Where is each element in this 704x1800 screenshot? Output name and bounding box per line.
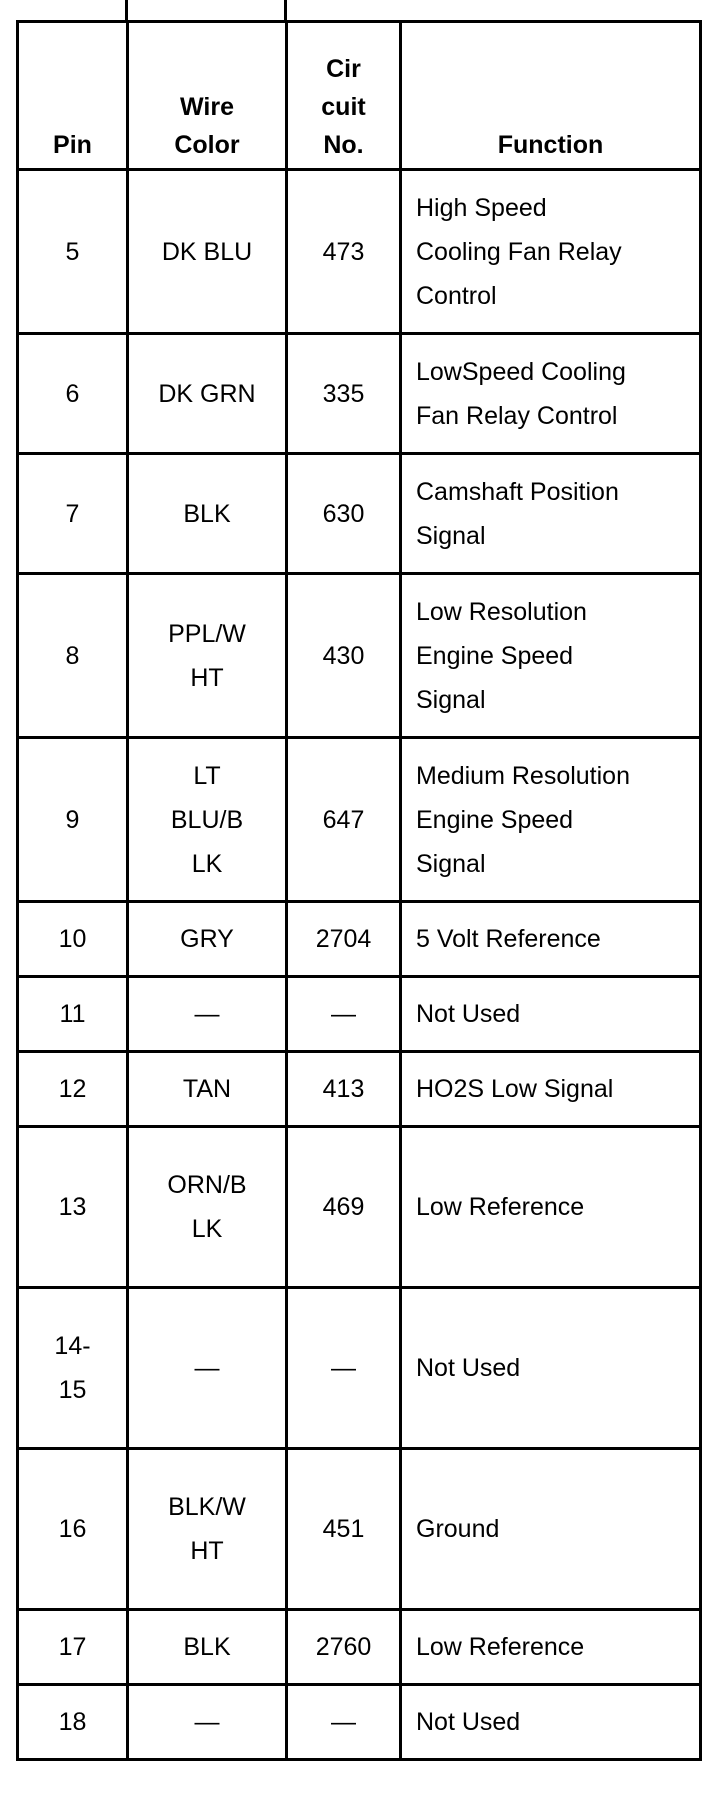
pin-cell: 9 [18, 738, 128, 902]
function-cell: Camshaft Position Signal [401, 454, 701, 574]
table-row [18, 1449, 701, 1610]
pin-cell: 14- 15 [18, 1288, 128, 1449]
function-cell: Low Resolution Engine Speed Signal [401, 574, 701, 738]
header-wire-color: Wire Color [128, 22, 287, 170]
function-cell: Ground [401, 1449, 701, 1610]
function-cell: HO2S Low Signal [401, 1052, 701, 1127]
table-header-row [18, 22, 701, 170]
header-function: Function [401, 22, 701, 170]
function-cell: Not Used [401, 1288, 701, 1449]
wire-color-cell: BLK [128, 454, 287, 574]
function-cell: Medium Resolution Engine Speed Signal [401, 738, 701, 902]
wire-color-cell: — [128, 1685, 287, 1760]
connector-pinout-table [16, 20, 702, 1761]
table-row [18, 1052, 701, 1127]
wire-color-cell: — [128, 1288, 287, 1449]
wire-color-cell: BLK [128, 1610, 287, 1685]
circuit-cell: 473 [287, 170, 401, 334]
header-pin: Pin [18, 22, 128, 170]
table-row [18, 574, 701, 738]
function-cell: High Speed Cooling Fan Relay Control [401, 170, 701, 334]
pin-cell: 16 [18, 1449, 128, 1610]
pin-cell: 7 [18, 454, 128, 574]
circuit-cell: 430 [287, 574, 401, 738]
circuit-cell: 469 [287, 1127, 401, 1288]
function-cell: LowSpeed Cooling Fan Relay Control [401, 334, 701, 454]
table-row [18, 738, 701, 902]
circuit-cell: 451 [287, 1449, 401, 1610]
table-row [18, 454, 701, 574]
wire-color-cell: LT BLU/B LK [128, 738, 287, 902]
table-row [18, 1127, 701, 1288]
function-cell: Not Used [401, 977, 701, 1052]
circuit-cell: — [287, 1685, 401, 1760]
column-divider-stub [284, 0, 287, 22]
wire-color-cell: DK BLU [128, 170, 287, 334]
table-row [18, 1685, 701, 1760]
table-row [18, 977, 701, 1052]
table-row [18, 170, 701, 334]
column-divider-stub [125, 0, 128, 22]
function-cell: Not Used [401, 1685, 701, 1760]
pin-cell: 11 [18, 977, 128, 1052]
circuit-cell: 413 [287, 1052, 401, 1127]
circuit-cell: — [287, 1288, 401, 1449]
table-row [18, 334, 701, 454]
wire-color-cell: BLK/W HT [128, 1449, 287, 1610]
circuit-cell: 2704 [287, 902, 401, 977]
pin-cell: 17 [18, 1610, 128, 1685]
circuit-cell: 630 [287, 454, 401, 574]
circuit-cell: — [287, 977, 401, 1052]
pin-cell: 5 [18, 170, 128, 334]
pin-cell: 13 [18, 1127, 128, 1288]
pin-cell: 12 [18, 1052, 128, 1127]
wire-color-cell: — [128, 977, 287, 1052]
pin-cell: 8 [18, 574, 128, 738]
function-cell: 5 Volt Reference [401, 902, 701, 977]
pin-cell: 10 [18, 902, 128, 977]
circuit-cell: 2760 [287, 1610, 401, 1685]
pin-cell: 6 [18, 334, 128, 454]
header-circuit-number: Cir cuit No. [287, 22, 401, 170]
wire-color-cell: TAN [128, 1052, 287, 1127]
pin-cell: 18 [18, 1685, 128, 1760]
circuit-cell: 335 [287, 334, 401, 454]
wire-color-cell: PPL/W HT [128, 574, 287, 738]
function-cell: Low Reference [401, 1127, 701, 1288]
function-cell: Low Reference [401, 1610, 701, 1685]
wire-color-cell: ORN/B LK [128, 1127, 287, 1288]
table-row [18, 902, 701, 977]
table-row [18, 1288, 701, 1449]
wire-color-cell: DK GRN [128, 334, 287, 454]
circuit-cell: 647 [287, 738, 401, 902]
wire-color-cell: GRY [128, 902, 287, 977]
table-row [18, 1610, 701, 1685]
